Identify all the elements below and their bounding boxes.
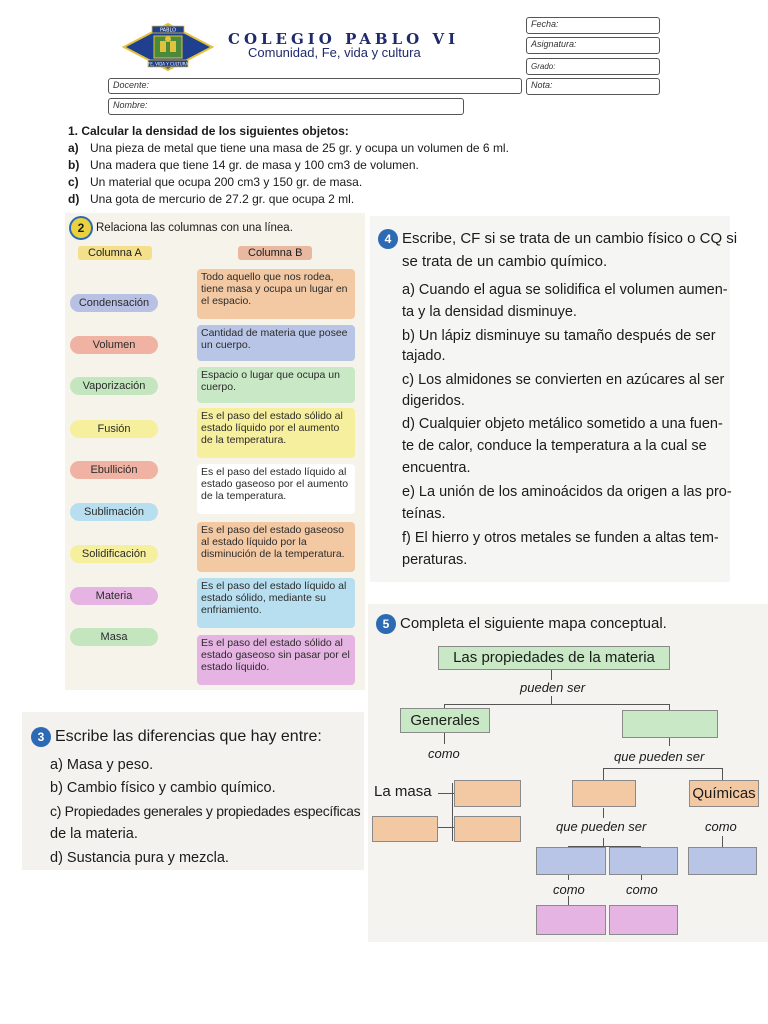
definition-3: Espacio o lugar que ocupa un cuerpo. <box>197 367 355 403</box>
concept-quimicas: Químicas <box>689 780 759 807</box>
connector-line <box>444 732 445 744</box>
section-4-line-11: teínas. <box>402 506 446 522</box>
connector-line <box>551 670 552 680</box>
definition-1: Todo aquello que nos rodea, tiene masa y ocupa un lugar en el espacio. <box>197 269 355 319</box>
svg-text:FE, VIDA Y CULTURA: FE, VIDA Y CULTURA <box>147 61 189 67</box>
section-4-title-line1: Escribe, CF si se trata de un cambio físico o CQ si <box>402 230 738 247</box>
term-masa: Masa <box>70 628 158 646</box>
connector-line <box>722 768 723 780</box>
connector-line <box>603 808 604 818</box>
connector-como-left: como <box>428 746 460 761</box>
column-b-header: Columna B <box>238 246 312 260</box>
definition-6: Es el paso del estado gaseoso al estado líquido por la disminución de la temperatura. <box>197 522 355 572</box>
section-4-line-8: te de calor, conduce la temperatura a la cual se <box>402 438 707 454</box>
school-logo <box>122 22 214 72</box>
question-1 <box>68 123 509 208</box>
section-4-line-4: tajado. <box>402 348 446 364</box>
connector-line <box>669 738 670 746</box>
section-4-line-3: b) Un lápiz disminuye su tamaño después de ser <box>402 328 716 344</box>
section-2-number: 2 <box>71 218 91 238</box>
blank-box-fisica-2[interactable] <box>609 847 678 875</box>
connector-line <box>603 768 604 780</box>
section-3-item-c-cont: de la materia. <box>50 826 138 842</box>
school-name: COLEGIO PABLO VI <box>228 30 460 48</box>
section-5-title: Completa el siguiente mapa conceptual. <box>400 615 667 632</box>
connector-line <box>438 827 454 828</box>
section-3-number: 3 <box>31 727 51 747</box>
section-4-line-12: f) El hierro y otros metales se funden a altas tem- <box>402 530 719 546</box>
question-1-title: 1. Calcular la densidad de los siguientes objetos: <box>68 124 349 138</box>
section-4-line-1: a) Cuando el agua se solidifica el volumen aumen- <box>402 282 728 298</box>
section-4-line-2: ta y la densidad disminuye. <box>402 304 577 320</box>
svg-text:PABLO: PABLO <box>159 27 177 34</box>
section-4-line-7: d) Cualquier objeto metálico sometido a una fuen- <box>402 416 723 432</box>
connector-line <box>444 704 670 705</box>
concept-la-masa: La masa <box>374 783 432 800</box>
question-1-item-c: c) Un material que ocupa 200 cm3 y 150 gr. de masa. <box>68 175 363 189</box>
section-4-line-6: digeridos. <box>402 393 465 409</box>
term-volumen: Volumen <box>70 336 158 354</box>
section-4-line-10: e) La unión de los aminoácidos da origen a las pro- <box>402 484 732 500</box>
section-4-title-line2: se trata de un cambio químico. <box>402 253 608 270</box>
section-3-item-c: c) Propiedades generales y propiedades específicas <box>50 803 361 819</box>
connector-line <box>551 696 552 704</box>
nombre-field[interactable]: Nombre: <box>108 98 464 115</box>
connector-como-a: como <box>553 882 585 897</box>
section-3-title: Escribe las diferencias que hay entre: <box>55 728 322 745</box>
question-1-item-a: a) Una pieza de metal que tiene una masa de 25 gr. y ocupa un volumen de 6 ml. <box>68 141 509 155</box>
definition-4: Es el paso del estado sólido al estado líquido por el aumento de la temperatura. <box>197 408 355 458</box>
asignatura-field[interactable]: Asignatura: <box>526 37 660 54</box>
connector-pueden-ser: pueden ser <box>520 680 586 695</box>
blank-box-especificas[interactable] <box>622 710 718 738</box>
section-4-line-13: peraturas. <box>402 552 468 568</box>
section-3-item-b: b) Cambio físico y cambio químico. <box>50 780 276 796</box>
blank-box-fisica-1[interactable] <box>536 847 606 875</box>
blank-box-quimica[interactable] <box>688 847 757 875</box>
fecha-field[interactable]: Fecha: <box>526 17 660 34</box>
connector-line <box>603 838 604 846</box>
blank-box-fisicas[interactable] <box>572 780 636 807</box>
connector-como-b: como <box>626 882 658 897</box>
section-4-number: 4 <box>378 229 398 249</box>
term-ebullicion: Ebullición <box>70 461 158 479</box>
connector-line <box>438 793 454 794</box>
blank-box-general-3[interactable] <box>454 816 521 842</box>
definition-5: Es el paso del estado líquido al estado gaseoso por el aumento de la temperatura. <box>197 464 355 514</box>
connector-line <box>452 783 453 841</box>
definition-7: Es el paso del estado líquido al estado sólido, mediante su enfriamiento. <box>197 578 355 628</box>
concept-root: Las propiedades de la materia <box>438 646 670 670</box>
definition-2: Cantidad de materia que posee un cuerpo. <box>197 325 355 361</box>
section-4-line-9: encuentra. <box>402 460 471 476</box>
column-a-header: Columna A <box>78 246 152 260</box>
docente-field[interactable]: Docente: <box>108 78 522 94</box>
concept-generales: Generales <box>400 708 490 733</box>
term-fusion: Fusión <box>70 420 158 438</box>
connector-que-pueden-ser: que pueden ser <box>614 749 705 764</box>
nota-field[interactable]: Nota: <box>526 78 660 95</box>
school-motto: Comunidad, Fe, vida y cultura <box>248 45 421 60</box>
blank-box-example-1[interactable] <box>536 905 606 935</box>
term-materia: Materia <box>70 587 158 605</box>
definition-8: Es el paso del estado sólido al estado gaseoso sin pasar por el estado líquido. <box>197 635 355 685</box>
connector-como-right: como <box>705 819 737 834</box>
section-5-number: 5 <box>376 614 396 634</box>
term-condensacion: Condensación <box>70 294 158 312</box>
blank-box-example-2[interactable] <box>609 905 678 935</box>
grado-field[interactable]: Grado: <box>526 58 660 75</box>
section-3-item-d: d) Sustancia pura y mezcla. <box>50 850 229 866</box>
blank-box-general-2[interactable] <box>372 816 438 842</box>
connector-line <box>603 768 723 769</box>
connector-que-pueden-ser-2: que pueden ser <box>556 819 647 834</box>
term-sublimacion: Sublimación <box>70 503 158 521</box>
question-1-item-b: b) Una madera que tiene 14 gr. de masa y 100 cm3 de volumen. <box>68 158 419 172</box>
question-1-item-d: d) Una gota de mercurio de 27.2 gr. que ocupa 2 ml. <box>68 192 355 206</box>
section-3-item-a: a) Masa y peso. <box>50 757 154 773</box>
section-2-title: Relaciona las columnas con una línea. <box>96 222 293 234</box>
blank-box-general-1[interactable] <box>454 780 521 807</box>
section-4-line-5: c) Los almidones se convierten en azúcares al ser <box>402 372 725 388</box>
term-vaporizacion: Vaporización <box>70 377 158 395</box>
term-solidificacion: Solidificación <box>70 545 158 563</box>
